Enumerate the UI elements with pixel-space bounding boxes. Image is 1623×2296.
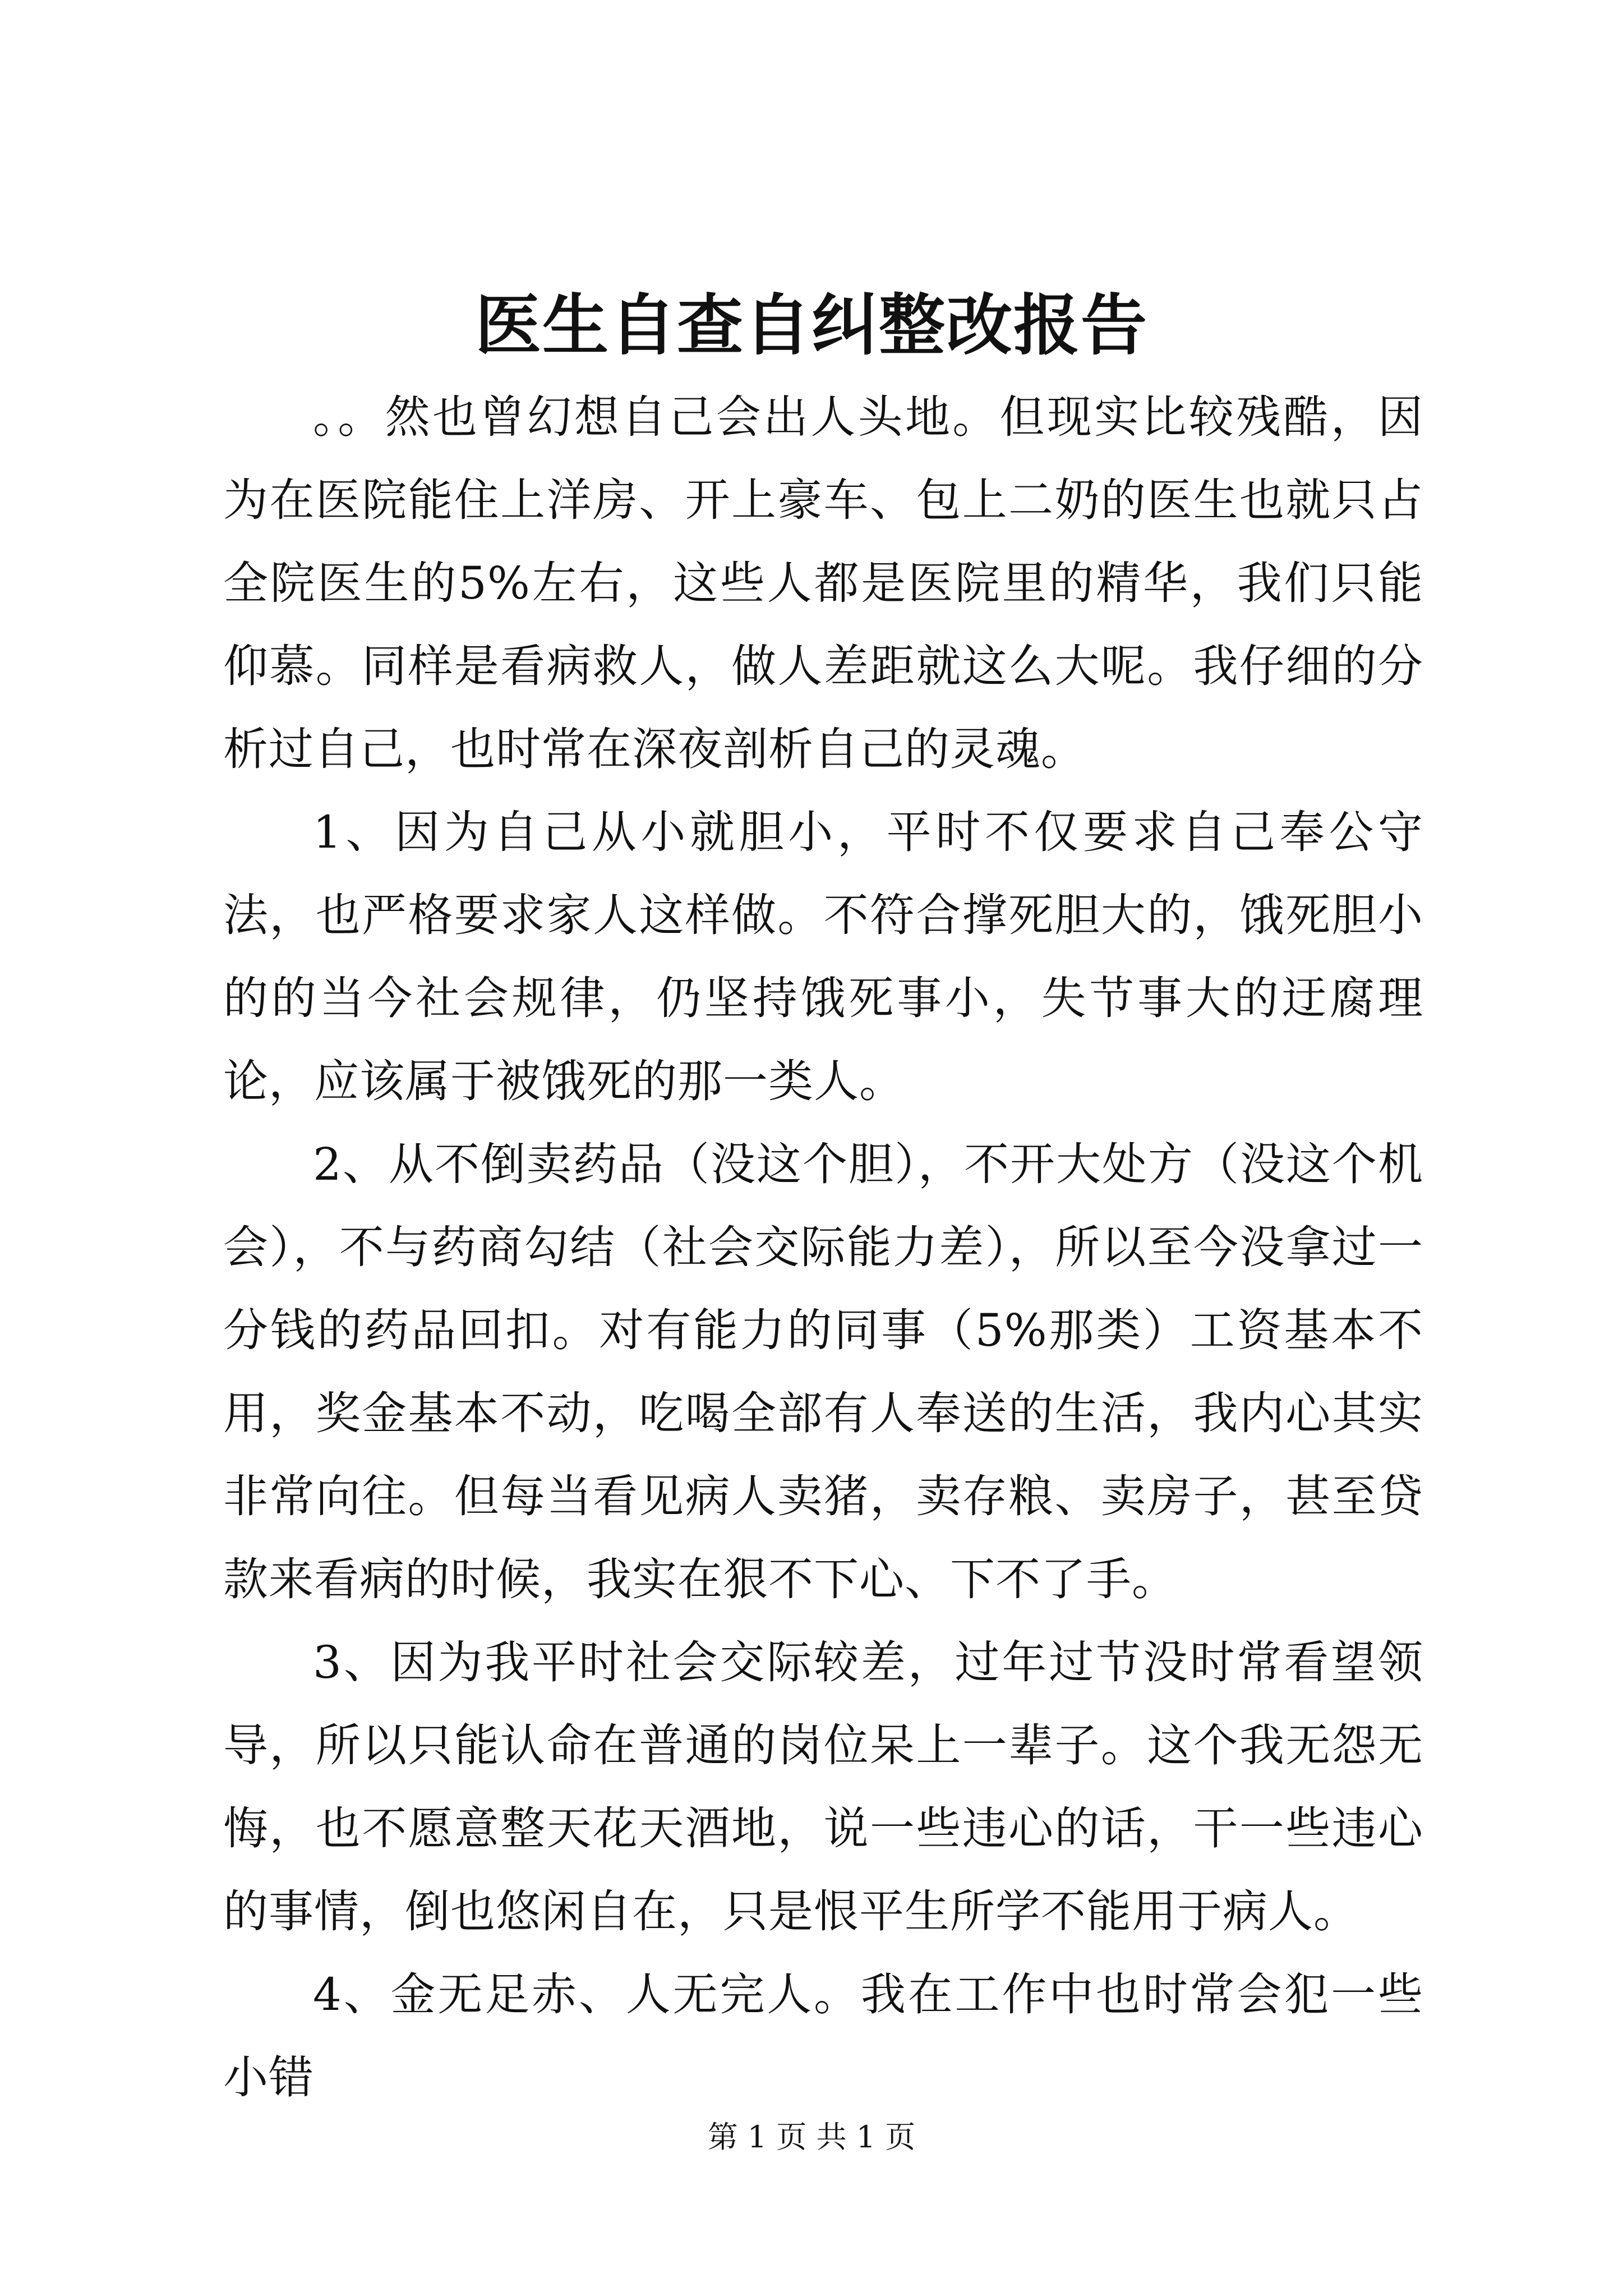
paragraph-item-1: 1、因为自己从小就胆小，平时不仅要求自己奉公守法，也严格要求家人这样做。不符合撑死胆大的，饿死胆小的的当今社会规律，仍坚持饿死事小，失节事大的迂腐理论，应该属于被饿死的那一类人。 xyxy=(223,806,1423,1107)
paragraph-item-3: 3、因为我平时社会交际较差，过年过节没时常看望领导，所以只能认命在普通的岗位呆上一辈子。这个我无怨无悔，也不愿意整天花天酒地，说一些违心的话，干一些违心的事情，倒也悠闲自在，只是恨平生所学不能用于病人。 xyxy=(223,1636,1423,1938)
document-title: 医生自查自纠整改报告 xyxy=(474,286,1148,364)
document-body xyxy=(223,376,1423,2119)
paragraph-intro: 。。然也曾幻想自己会出人头地。但现实比较残酷，因为在医院能住上洋房、开上豪车、包上二奶的医生也就只占全院医生的5%左右，这些人都是医院里的精华，我们只能仰慕。同样是看病救人，做人差距就这么大呢。我仔细的分析过自己，也时常在深夜剖析自己的灵魂。 xyxy=(223,391,1423,775)
paragraph-item-4: 4、金无足赤、人无完人。我在工作中也时常会犯一些小错 xyxy=(223,1968,1423,2104)
page-footer: 第 1 页 共 1 页 xyxy=(707,2119,916,2155)
paragraph-item-2: 2、从不倒卖药品（没这个胆），不开大处方（没这个机会），不与药商勾结（社会交际能力差），所以至今没拿过一分钱的药品回扣。对有能力的同事（5%那类）工资基本不用，奖金基本不动，吃喝全部有人奉送的生活，我内心其实非常向往。但每当看见病人卖猪，卖存粮、卖房子，甚至贷款来看病的时候，我实在狠不下心、下不了手。 xyxy=(223,1138,1423,1605)
